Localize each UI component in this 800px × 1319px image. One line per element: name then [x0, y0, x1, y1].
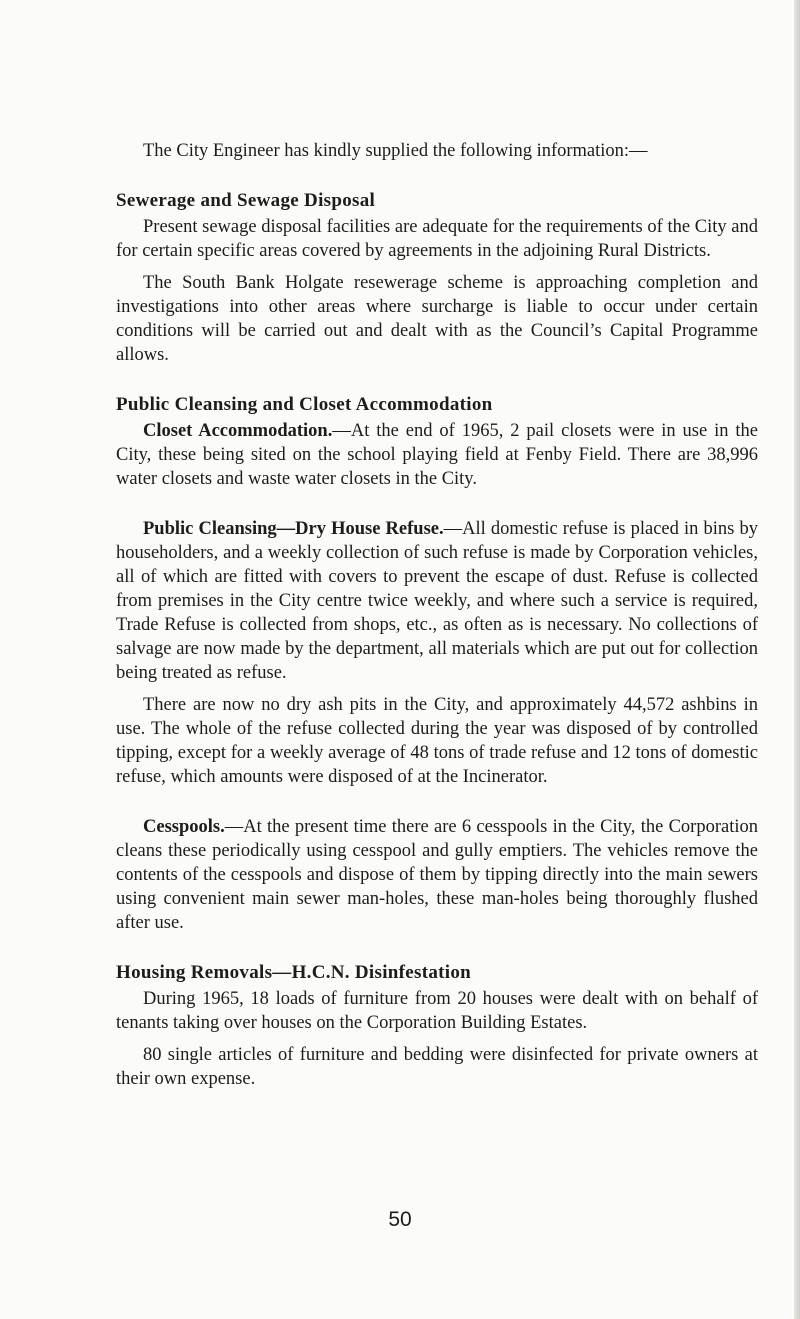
heading-housing-removals: Housing Removals—H.C.N. Disinfestation	[116, 962, 472, 983]
heading-public-cleansing: Public Cleansing and Closet Accommodation	[116, 394, 493, 415]
cesspools-paragraph	[116, 815, 758, 935]
page-number: 50	[388, 1208, 412, 1231]
dry-house-refuse-paragraph	[116, 517, 758, 685]
heading-sewerage: Sewerage and Sewage Disposal	[116, 190, 376, 211]
ash-pits-paragraph: There are now no dry ash pits in the City, and approximately 44,572 ashbins in use. The whole of the refuse collected during the year was disposed of by controlled tipping, except for a weekly average of 48 tons of trade refuse and 12 tons of domestic refuse, which amounts were disposed of at the Incinerator.	[116, 695, 758, 787]
closet-accommodation-lead: Closet Accommodation.	[143, 421, 333, 441]
intro-paragraph: The City Engineer has kindly supplied the following information:—	[143, 141, 648, 161]
dry-house-refuse-text: —All domestic refuse is placed in bins by householders, and a weekly collection of such refuse is made by Corporation vehicles, all of which are fitted with covers to prevent the escape of dust. Refuse is collected from premises in the City centre twice weekly, and where such a service is required, Trade Refuse is collected from shops, etc., as often as is necessary. No collections of salvage are now made by the department, all materials which are put out for collection being treated as refuse.	[116, 519, 758, 683]
sewerage-paragraph-2: The South Bank Holgate resewerage scheme is approaching completion and investigations into other areas where surcharge is liable to occur under certain conditions will be carried out and dealt with as the Council’s Capital Programme allows.	[116, 273, 758, 365]
dry-house-refuse-lead: Public Cleansing—Dry House Refuse.	[143, 519, 444, 539]
housing-paragraph-2: 80 single articles of furniture and bedding were disinfected for private owners at their own expense.	[116, 1045, 758, 1089]
housing-paragraph-1: During 1965, 18 loads of furniture from 20 houses were dealt with on behalf of tenants taking over houses on the Corporation Building Estates.	[116, 989, 758, 1033]
cesspools-lead: Cesspools.	[143, 817, 225, 837]
closet-accommodation-text: —At the end of 1965, 2 pail closets were in use in the City, these being sited on the school playing field at Fenby Field. There are 38,996 water closets and waste water closets in the City.	[116, 421, 758, 489]
closet-accommodation-paragraph	[116, 419, 758, 491]
page-content	[116, 139, 758, 1091]
cesspools-text: —At the present time there are 6 cesspools in the City, the Corporation cleans these periodically using cesspool and gully emptiers. The vehicles remove the contents of the cesspools and dispose of them by tipping directly into the main sewers using convenient main sewer man-holes, these man-holes being thoroughly flushed after use.	[116, 817, 758, 933]
page-edge-shadow	[794, 0, 800, 1319]
sewerage-paragraph-1: Present sewage disposal facilities are adequate for the requirements of the City and for certain specific areas covered by agreements in the adjoining Rural Districts.	[116, 217, 758, 261]
